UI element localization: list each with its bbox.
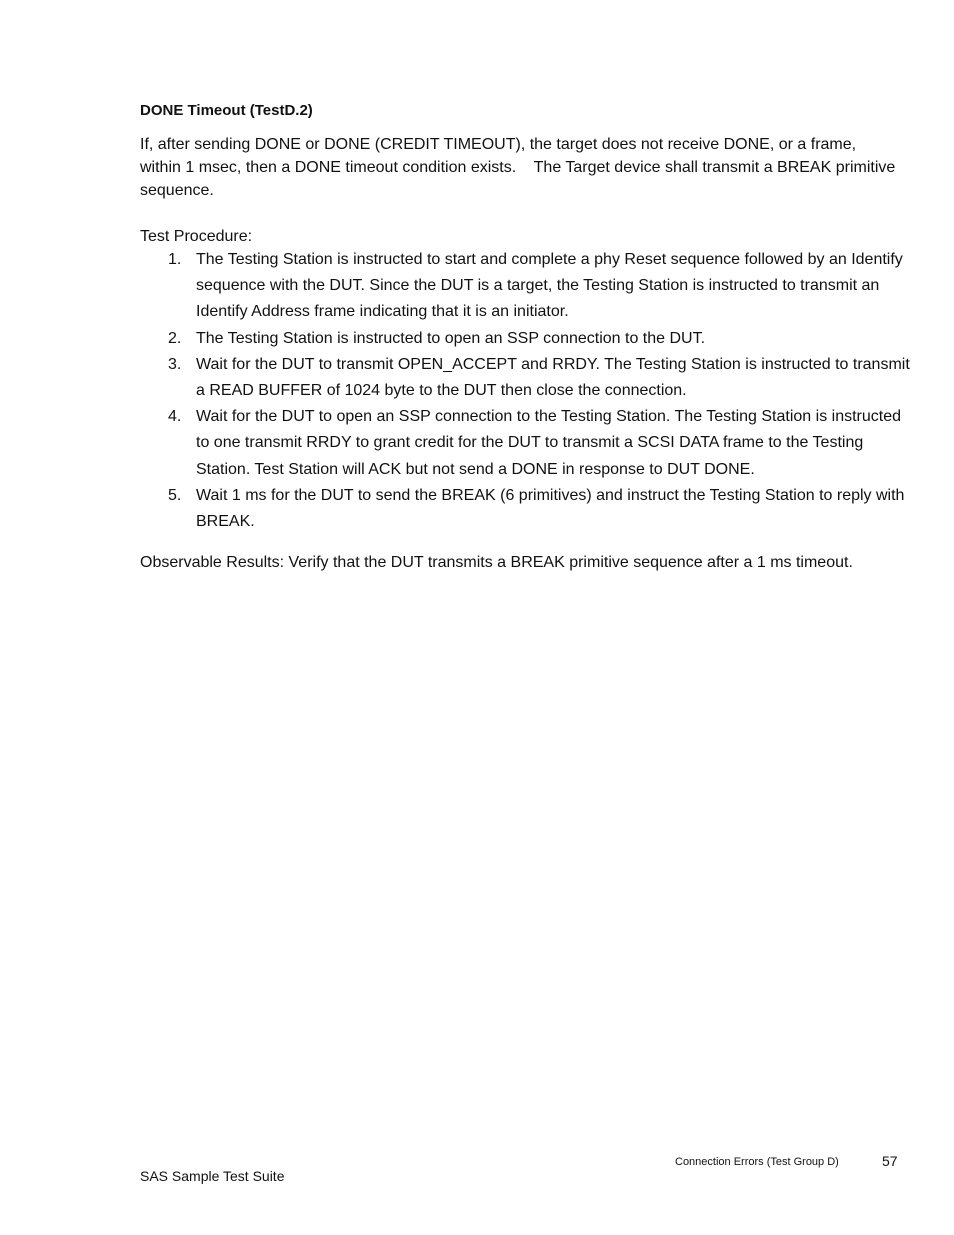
step-text: Wait for the DUT to open an SSP connection to the Testing Station. The Testing Station is instructed to one transmit RRDY to grant credit for the DUT to transmit a SCSI DATA frame to the Testing Station. Test Station will ACK but not send a DONE in response to DUT DONE.	[196, 408, 902, 478]
step-number: 5.	[168, 486, 182, 504]
procedure-step	[140, 247, 910, 326]
step-number: 4.	[168, 408, 182, 426]
observable-results: Observable Results: Verify that the DUT transmits a BREAK primitive sequence after a 1 ms timeout.	[140, 554, 853, 571]
procedure-step	[140, 352, 910, 404]
step-text: Wait for the DUT to transmit OPEN_ACCEPT and RRDY. The Testing Station is instructed to transmit a READ BUFFER of 1024 byte to the DUT then close the connection.	[196, 355, 910, 400]
procedure-label: Test Procedure:	[140, 228, 253, 245]
step-number: 1.	[168, 251, 182, 268]
procedure-step	[140, 404, 910, 483]
footer-section-title: Connection Errors (Test Group D)	[675, 1156, 839, 1168]
step-number: 2.	[168, 329, 182, 347]
procedure-step	[140, 326, 910, 352]
step-text: The Testing Station is instructed to open an SSP connection to the DUT.	[196, 329, 706, 347]
intro-paragraph: If, after sending DONE or DONE (CREDIT TIMEOUT), the target does not receive DONE, or a frame, within 1 msec, then a DONE timeout condition exists. The Target device shall transmit a BREAK primitive sequence.	[140, 136, 900, 199]
procedure-steps-list	[140, 247, 910, 535]
section-heading: DONE Timeout (TestD.2)	[140, 102, 313, 119]
footer-suite-name: SAS Sample Test Suite	[140, 1168, 285, 1184]
procedure-step	[140, 483, 910, 535]
step-text: Wait 1 ms for the DUT to send the BREAK (6 primitives) and instruct the Testing Station to reply with BREAK.	[196, 486, 905, 531]
step-text: The Testing Station is instructed to start and complete a phy Reset sequence followed by an Identify sequence with the DUT. Since the DUT is a target, the Testing Station is instructed to transmit an Identify Address frame indicating that it is an initiator.	[196, 251, 903, 321]
footer-page-number: 57	[882, 1153, 898, 1169]
step-number: 3.	[168, 355, 182, 373]
